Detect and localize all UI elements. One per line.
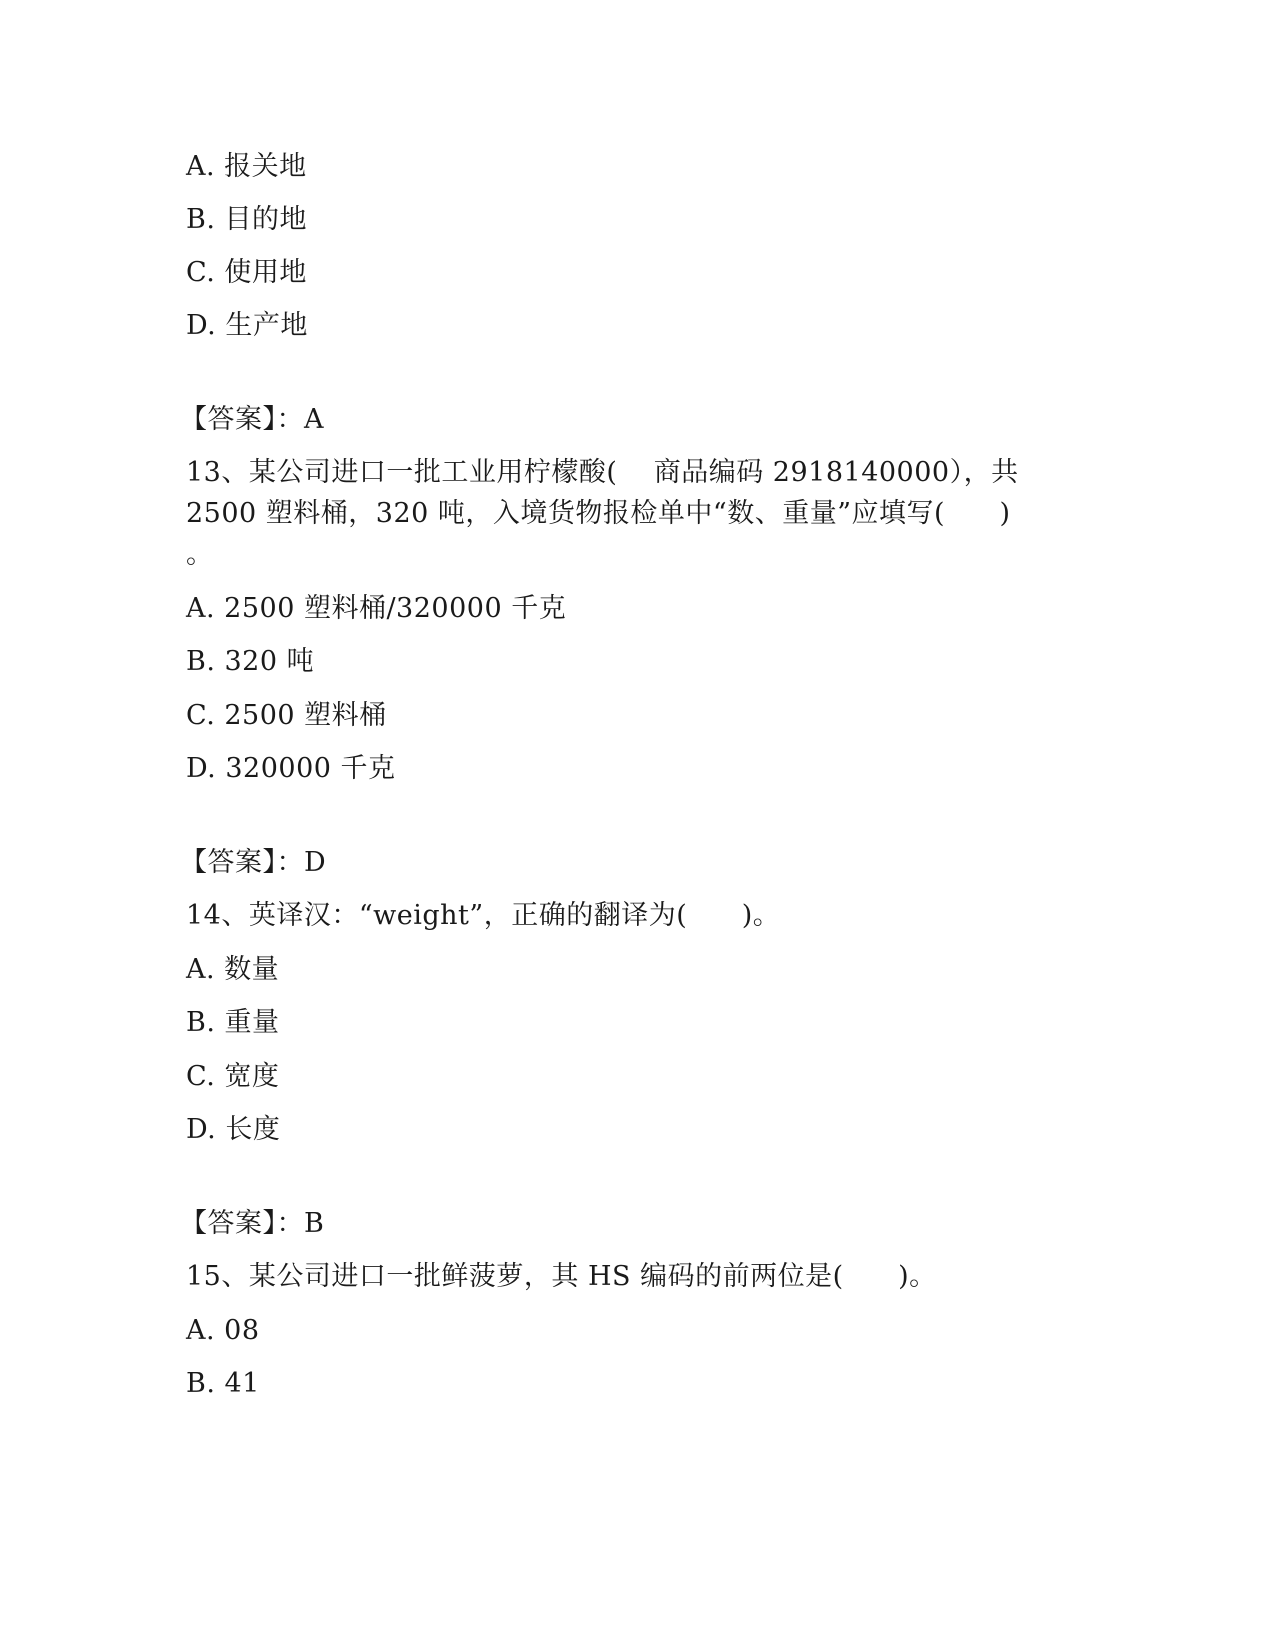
q12-option-b: B. 目的地 bbox=[186, 204, 308, 235]
q14-option-b: B. 重量 bbox=[186, 1007, 280, 1038]
q14-option-d: D. 长度 bbox=[186, 1114, 281, 1145]
q15-stem: 15、某公司进口一批鲜菠萝，其 HS 编码的前两位是( )。 bbox=[186, 1261, 937, 1292]
q14-option-a: A. 数量 bbox=[186, 954, 280, 985]
q14-option-c: C. 宽度 bbox=[186, 1061, 280, 1092]
q13-answer: 【答案】：D bbox=[180, 847, 327, 878]
q12-option-a: A. 报关地 bbox=[186, 151, 307, 182]
q15-option-b: B. 41 bbox=[186, 1368, 260, 1399]
q15-option-a: A. 08 bbox=[186, 1315, 260, 1346]
q14-answer: 【答案】：B bbox=[180, 1208, 325, 1239]
q12-option-d: D. 生产地 bbox=[186, 310, 308, 341]
q12-answer: 【答案】：A bbox=[180, 404, 324, 435]
q13-stem-line-1: 13、某公司进口一批工业用柠檬酸( 商品编码 2918140000），共 bbox=[186, 457, 1019, 488]
q13-option-a: A. 2500 塑料桶/320000 千克 bbox=[186, 593, 567, 624]
q13-stem-line-3: 。 bbox=[186, 539, 214, 570]
q13-stem-line-2: 2500 塑料桶，320 吨，入境货物报检单中“数、重量”应填写( ) bbox=[186, 498, 1011, 529]
q13-option-c: C. 2500 塑料桶 bbox=[186, 700, 387, 731]
q13-option-b: B. 320 吨 bbox=[186, 646, 315, 677]
q13-option-d: D. 320000 千克 bbox=[186, 753, 396, 784]
q12-option-c: C. 使用地 bbox=[186, 257, 307, 288]
q14-stem: 14、英译汉：“weight”，正确的翻译为( )。 bbox=[186, 900, 781, 931]
